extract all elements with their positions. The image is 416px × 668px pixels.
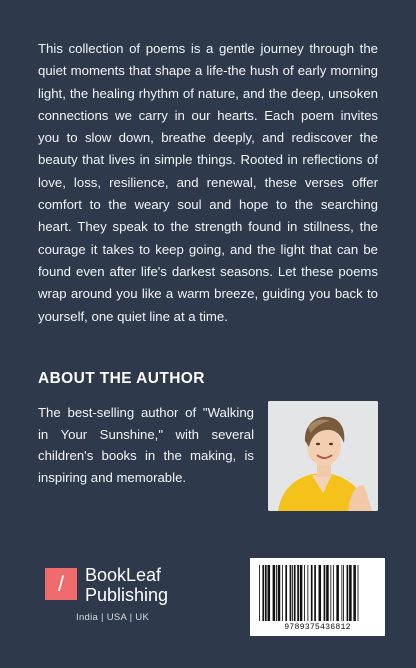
barcode-bar <box>297 565 299 621</box>
barcode-bar <box>278 565 281 621</box>
barcode-bar <box>353 565 356 621</box>
barcode-bar <box>330 565 331 621</box>
barcode-bar <box>290 565 292 621</box>
barcode-bar <box>292 565 293 621</box>
isbn-number: 9789375436812 <box>284 623 351 632</box>
publisher-name-line1: BookLeaf <box>85 565 162 585</box>
author-photo <box>268 401 378 511</box>
barcode-bar <box>319 565 322 621</box>
barcode-bar <box>294 565 296 621</box>
publisher-logo <box>45 565 185 638</box>
barcode-bar <box>311 565 313 621</box>
barcode-bar <box>324 565 326 621</box>
author-portrait-illustration <box>268 401 378 511</box>
barcode-bar <box>273 565 276 621</box>
publisher-locations: India | USA | UK <box>76 612 150 623</box>
barcode-bar <box>347 565 349 621</box>
barcode-bar <box>307 565 308 621</box>
barcode-bar <box>358 565 359 621</box>
barcode-bar <box>282 565 283 621</box>
barcode-bar <box>285 565 287 621</box>
barcode-bar <box>336 565 339 621</box>
barcode-bar <box>326 565 329 621</box>
barcode-bar <box>343 565 344 621</box>
about-author-heading: ABOUT THE AUTHOR <box>38 370 205 387</box>
barcode-bar <box>265 565 267 621</box>
barcode-bar <box>304 565 305 621</box>
barcode-bar <box>268 565 271 621</box>
barcode-bar <box>259 565 260 621</box>
barcode-bar <box>300 565 303 621</box>
barcode-bar <box>314 565 316 621</box>
isbn-barcode <box>250 558 385 636</box>
barcode-bar <box>341 565 342 621</box>
author-bio: The best-selling author of "Walking in Your Sunshine," with several children's books in the making, is inspiring and memorable. <box>38 405 254 485</box>
bookleaf-logo-icon: / <box>45 568 77 600</box>
barcode-bars <box>258 565 377 621</box>
barcode-bar <box>333 565 334 621</box>
publisher-name-line2: Publishing <box>85 585 169 605</box>
barcode-bar <box>262 565 264 621</box>
back-cover-blurb: This collection of poems is a gentle journey through the quiet moments that shape a life-the hush of early morning light, the healing rhythm of nature, and the deep, unsoken connections we carry in our hearts. Each poem invites you to slow down, breathe deeply, and rediscover the beauty that lives in simple things. Rooted in reflections of love, loss, resilience, and renewal, these verses offer comfort to the weary soul and hope to the searching heart. They speak to the strength found in stillness, the courage it takes to keep going, and the light that can be found even after life's darkest seasons. Let these poems wrap around you like a warm breeze, guiding you back to yourself, one quiet line at a time. <box>38 41 378 324</box>
barcode-bar <box>349 565 352 621</box>
barcode-bar <box>276 565 277 621</box>
